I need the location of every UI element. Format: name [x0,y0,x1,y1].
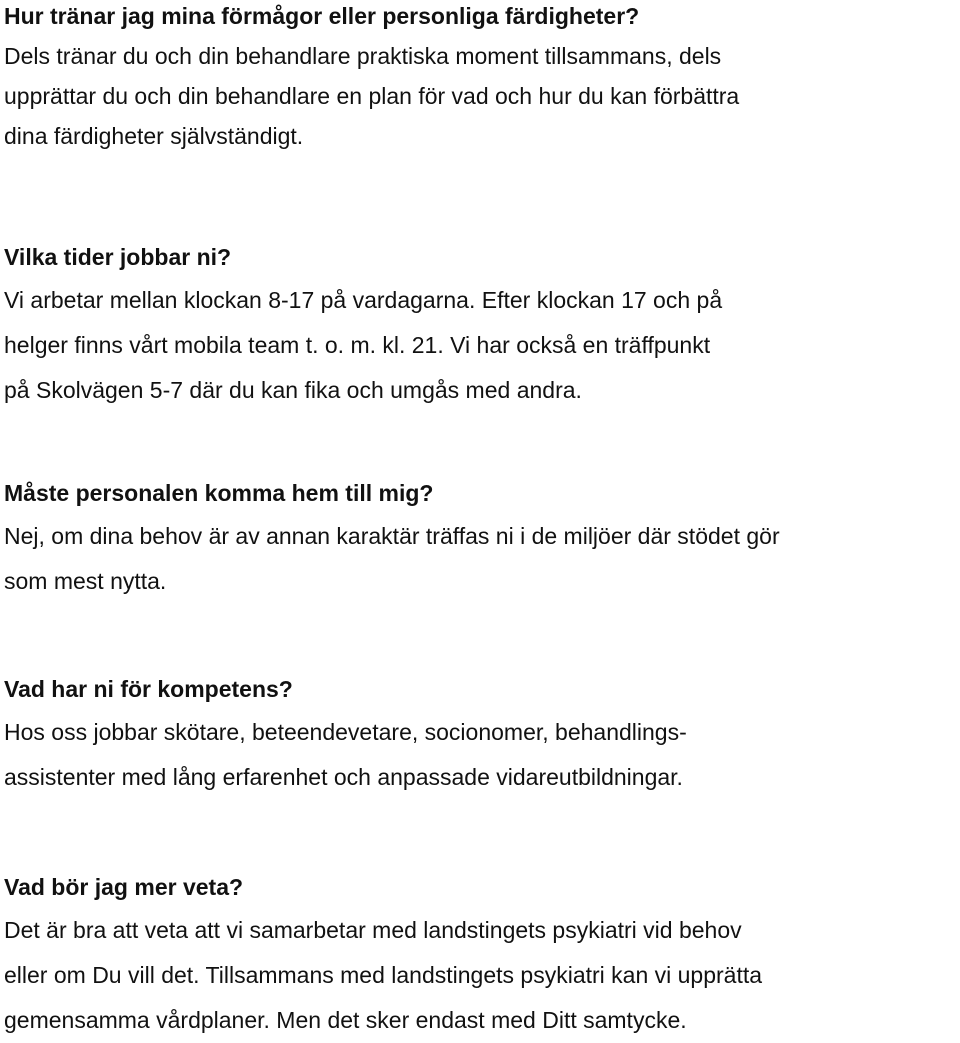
section-body: Nej, om dina behov är av annan karaktär träffas ni i de miljöer där stödet gör som mest nytta. [4,523,780,594]
section-body: Det är bra att veta att vi samarbetar med landstingets psykiatri vid behov eller om Du vill det. Tillsammans med landstingets psykiatri kan vi upprätta gemensamma vårdplaner. Men det sker endast med Ditt samtycke. [4,917,763,1033]
section-heading: Hur tränar jag mina förmågor eller personliga färdigheter? [4,3,640,29]
section-hours [4,236,956,413]
section-body: Dels tränar du och din behandlare praktiska moment tillsammans, dels upprättar du och din behandlare en plan för vad och hur du kan förbättra dina färdigheter självständigt. [4,43,740,149]
section-body: Vi arbetar mellan klockan 8-17 på vardagarna. Efter klockan 17 och på helger finns vårt mobila team t. o. m. kl. 21. Vi har också en träffpunkt på Skolvägen 5-7 där du kan fika och umgås med andra. [4,287,723,403]
section-heading: Vad bör jag mer veta? [4,874,244,900]
section-more-info [4,866,956,1043]
section-body: Hos oss jobbar skötare, beteendevetare, socionomer, behandlings- assistenter med lång erfarenhet och anpassade vidareutbildningar. [4,719,687,790]
section-training [4,0,956,156]
section-competence [4,668,956,800]
section-heading: Vad har ni för kompetens? [4,676,293,702]
section-home-visits [4,472,956,604]
section-heading: Vilka tider jobbar ni? [4,244,232,270]
section-heading: Måste personalen komma hem till mig? [4,480,434,506]
